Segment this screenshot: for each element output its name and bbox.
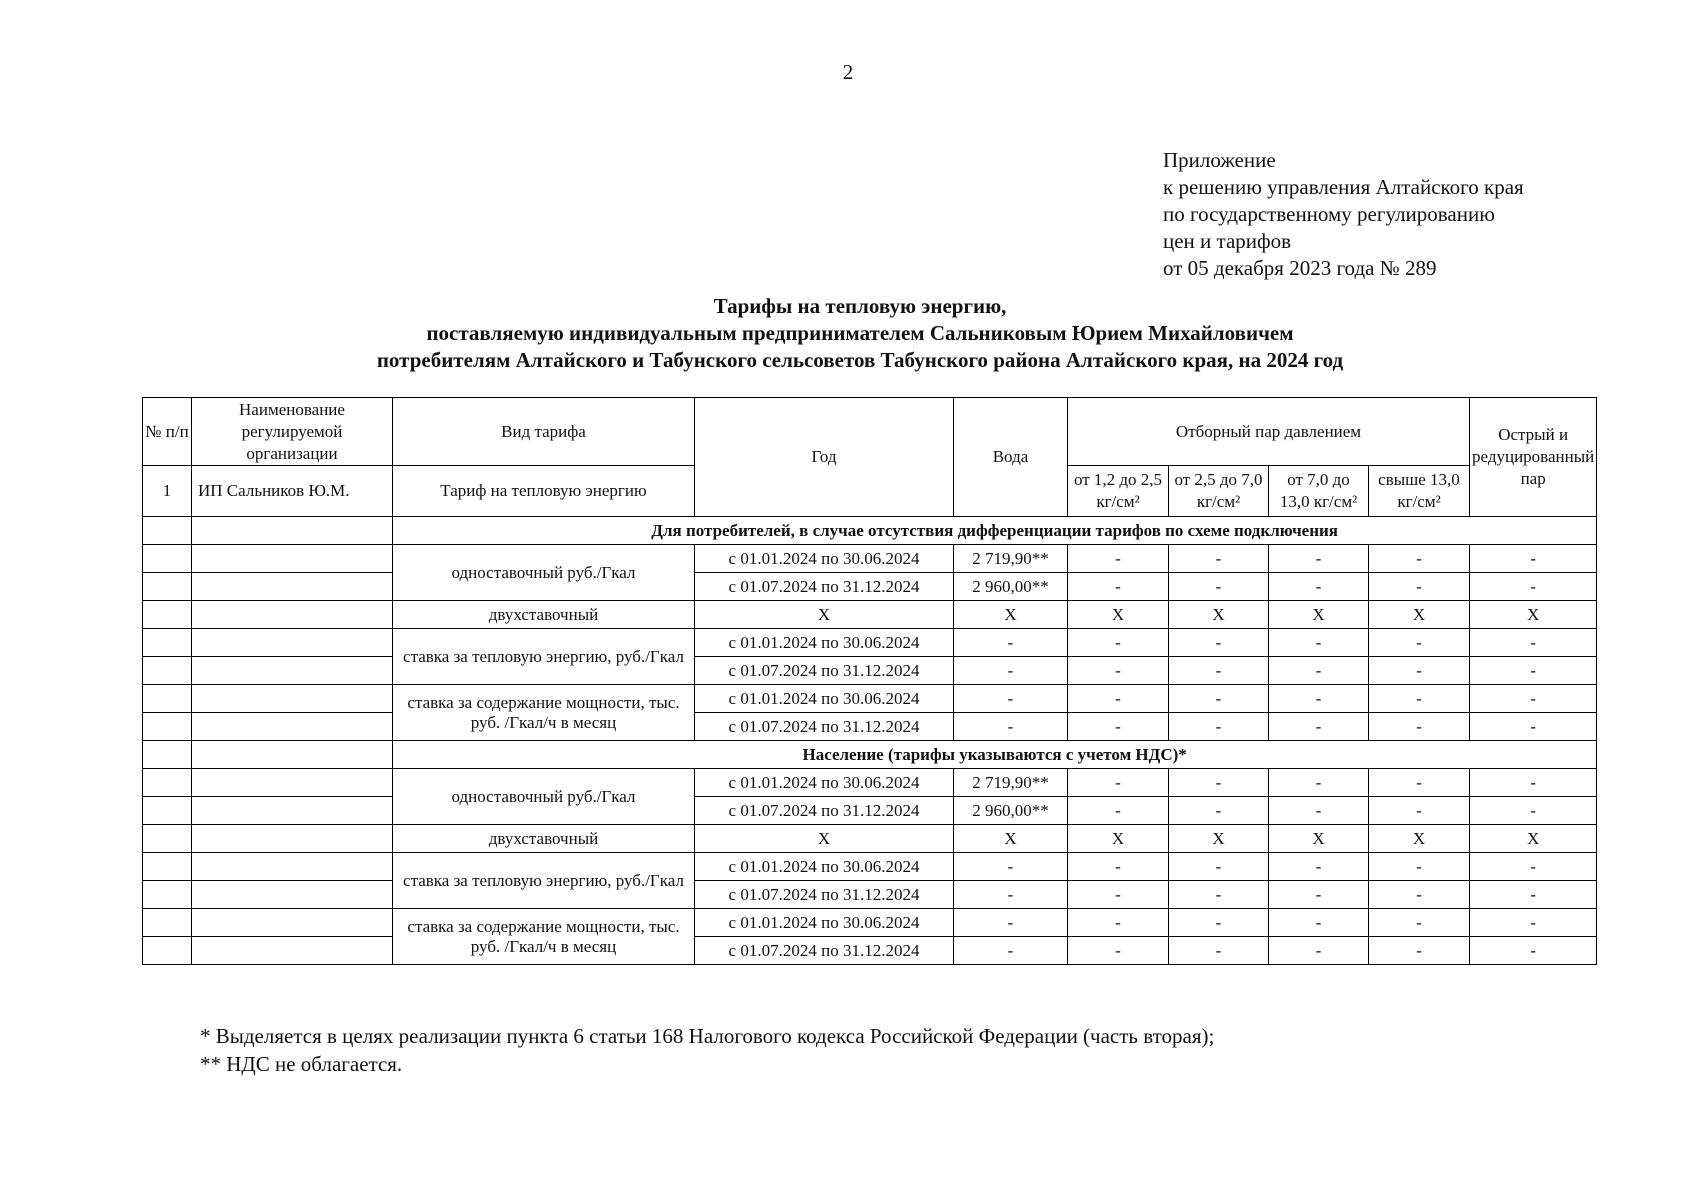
appendix-line: цен и тарифов: [1163, 229, 1292, 253]
header-pressure-1: от 1,2 до 2,5 кг/см²: [1068, 466, 1169, 517]
header-steam-group: Отборный пар давлением: [1068, 398, 1470, 466]
num-cell: [143, 629, 192, 657]
value-cell: -: [1269, 657, 1369, 685]
footnotes: [200, 1022, 1214, 1078]
num-cell: [143, 517, 192, 545]
value-cell: X: [1369, 825, 1470, 853]
tariff-table: [142, 397, 1597, 965]
energy-rate-row: [143, 881, 1597, 909]
value-cell: -: [1369, 573, 1470, 601]
num-cell: [143, 881, 192, 909]
value-cell: -: [1470, 797, 1597, 825]
value-cell: -: [1269, 853, 1369, 881]
value-cell: -: [1269, 797, 1369, 825]
num-cell: [143, 713, 192, 741]
org-cell: [192, 629, 393, 657]
value-cell: -: [1470, 573, 1597, 601]
period-cell: с 01.01.2024 по 30.06.2024: [695, 909, 954, 937]
two-rate-row: [143, 825, 1597, 853]
value-cell: -: [1169, 853, 1269, 881]
section-title-row: [143, 741, 1597, 769]
value-cell: -: [1169, 909, 1269, 937]
value-cell: -: [1470, 769, 1597, 797]
period-cell: X: [695, 601, 954, 629]
header-row: [143, 398, 1597, 466]
value-cell: -: [1269, 685, 1369, 713]
org-cell: [192, 769, 393, 797]
tariff-label: одноставочный руб./Гкал: [393, 545, 695, 601]
period-cell: с 01.07.2024 по 31.12.2024: [695, 797, 954, 825]
section-title: Для потребителей, в случае отсутствия дифференциации тарифов по схеме подключения: [393, 517, 1597, 545]
value-cell: -: [1269, 629, 1369, 657]
value-cell: -: [1369, 853, 1470, 881]
header-tariff-type: Вид тарифа: [393, 398, 695, 466]
value-cell: -: [1068, 881, 1169, 909]
period-cell: с 01.01.2024 по 30.06.2024: [695, 545, 954, 573]
period-cell: с 01.07.2024 по 31.12.2024: [695, 937, 954, 965]
value-cell: -: [954, 937, 1068, 965]
single-rate-row: [143, 573, 1597, 601]
num-cell: [143, 657, 192, 685]
value-cell: -: [1369, 937, 1470, 965]
org-cell: [192, 881, 393, 909]
value-cell: -: [1169, 797, 1269, 825]
value-cell: -: [954, 909, 1068, 937]
value-cell: -: [1470, 881, 1597, 909]
value-cell: 2 960,00**: [954, 573, 1068, 601]
capacity-rate-row: [143, 685, 1597, 713]
org-cell: [192, 741, 393, 769]
value-cell: -: [1369, 909, 1470, 937]
org-name: ИП Сальников Ю.М.: [192, 466, 393, 517]
footnote: ** НДС не облагается.: [200, 1052, 403, 1076]
value-cell: -: [1470, 713, 1597, 741]
value-cell: -: [1470, 937, 1597, 965]
org-cell: [192, 853, 393, 881]
value-cell: X: [1169, 825, 1269, 853]
header-water: Вода: [954, 398, 1068, 517]
value-cell: -: [1169, 881, 1269, 909]
org-tariff: Тариф на тепловую энергию: [393, 466, 695, 517]
value-cell: -: [954, 685, 1068, 713]
value-cell: -: [1068, 769, 1169, 797]
section-title: Население (тарифы указываются с учетом НДС)*: [393, 741, 1597, 769]
value-cell: X: [1269, 601, 1369, 629]
num-cell: [143, 685, 192, 713]
value-cell: -: [1068, 629, 1169, 657]
num-cell: [143, 909, 192, 937]
org-cell: [192, 713, 393, 741]
title-line: Тарифы на тепловую энергию,: [713, 294, 1007, 318]
org-num: 1: [143, 466, 192, 517]
period-cell: с 01.07.2024 по 31.12.2024: [695, 657, 954, 685]
value-cell: -: [1169, 657, 1269, 685]
energy-rate-row: [143, 629, 1597, 657]
title-line: потребителям Алтайского и Табунского сельсоветов Табунского района Алтайского края, на 2024 год: [376, 348, 1344, 372]
value-cell: 2 719,90**: [954, 769, 1068, 797]
value-cell: -: [1169, 573, 1269, 601]
title-line: поставляемую индивидуальным предпринимателем Сальниковым Юрием Михайловичем: [426, 321, 1294, 345]
value-cell: -: [1068, 573, 1169, 601]
value-cell: X: [1068, 825, 1169, 853]
value-cell: -: [1369, 713, 1470, 741]
num-cell: [143, 853, 192, 881]
appendix-line: Приложение: [1163, 148, 1276, 172]
org-cell: [192, 825, 393, 853]
value-cell: -: [1470, 657, 1597, 685]
header-pressure-4: свыше 13,0 кг/см²: [1369, 466, 1470, 517]
tariff-label: двухставочный: [393, 601, 695, 629]
value-cell: X: [1269, 825, 1369, 853]
num-cell: [143, 769, 192, 797]
page-number: 2: [842, 60, 854, 84]
appendix-line: от 05 декабря 2023 года № 289: [1163, 256, 1437, 280]
header-org: Наименование регулируемой организации: [192, 398, 393, 466]
org-cell: [192, 909, 393, 937]
value-cell: -: [954, 853, 1068, 881]
value-cell: -: [1269, 769, 1369, 797]
value-cell: 2 960,00**: [954, 797, 1068, 825]
value-cell: -: [1470, 909, 1597, 937]
tariff-label: ставка за содержание мощности, тыс. руб. /Гкал/ч в месяц: [393, 685, 695, 741]
value-cell: -: [1269, 937, 1369, 965]
org-cell: [192, 573, 393, 601]
energy-rate-row: [143, 853, 1597, 881]
value-cell: -: [1369, 685, 1470, 713]
value-cell: -: [1470, 853, 1597, 881]
energy-rate-row: [143, 657, 1597, 685]
value-cell: X: [954, 601, 1068, 629]
value-cell: -: [1470, 685, 1597, 713]
value-cell: X: [1369, 601, 1470, 629]
value-cell: -: [1269, 881, 1369, 909]
appendix-line: по государственному регулированию: [1163, 202, 1495, 226]
org-cell: [192, 937, 393, 965]
value-cell: -: [954, 629, 1068, 657]
value-cell: -: [1169, 685, 1269, 713]
single-rate-row: [143, 797, 1597, 825]
org-cell: [192, 545, 393, 573]
value-cell: -: [1169, 937, 1269, 965]
period-cell: с 01.07.2024 по 31.12.2024: [695, 881, 954, 909]
appendix-block: [1163, 147, 1524, 282]
single-rate-row: [143, 545, 1597, 573]
tariff-label: двухставочный: [393, 825, 695, 853]
org-cell: [192, 685, 393, 713]
tariff-label: ставка за тепловую энергию, руб./Гкал: [393, 629, 695, 685]
value-cell: X: [1068, 601, 1169, 629]
value-cell: -: [954, 657, 1068, 685]
org-cell: [192, 797, 393, 825]
value-cell: -: [1369, 657, 1470, 685]
capacity-rate-row: [143, 713, 1597, 741]
value-cell: -: [1068, 937, 1169, 965]
two-rate-row: [143, 601, 1597, 629]
value-cell: -: [1068, 797, 1169, 825]
period-cell: X: [695, 825, 954, 853]
appendix-line: к решению управления Алтайского края: [1163, 175, 1524, 199]
value-cell: -: [1068, 545, 1169, 573]
value-cell: -: [1470, 545, 1597, 573]
value-cell: -: [1068, 657, 1169, 685]
period-cell: с 01.07.2024 по 31.12.2024: [695, 573, 954, 601]
period-cell: с 01.01.2024 по 30.06.2024: [695, 629, 954, 657]
period-cell: с 01.01.2024 по 30.06.2024: [695, 685, 954, 713]
value-cell: -: [1369, 629, 1470, 657]
tariff-label: одноставочный руб./Гкал: [393, 769, 695, 825]
header-pressure-2: от 2,5 до 7,0 кг/см²: [1169, 466, 1269, 517]
num-cell: [143, 545, 192, 573]
value-cell: -: [1068, 713, 1169, 741]
period-cell: с 01.01.2024 по 30.06.2024: [695, 769, 954, 797]
value-cell: -: [954, 713, 1068, 741]
org-cell: [192, 601, 393, 629]
num-cell: [143, 797, 192, 825]
value-cell: -: [954, 881, 1068, 909]
capacity-rate-row: [143, 909, 1597, 937]
value-cell: -: [1269, 545, 1369, 573]
value-cell: -: [1369, 769, 1470, 797]
value-cell: -: [1068, 685, 1169, 713]
period-cell: с 01.01.2024 по 30.06.2024: [695, 853, 954, 881]
org-cell: [192, 657, 393, 685]
tariff-label: ставка за содержание мощности, тыс. руб. /Гкал/ч в месяц: [393, 909, 695, 965]
value-cell: -: [1169, 629, 1269, 657]
value-cell: -: [1169, 545, 1269, 573]
capacity-rate-row: [143, 937, 1597, 965]
value-cell: X: [1470, 825, 1597, 853]
value-cell: -: [1369, 797, 1470, 825]
header-pressure-3: от 7,0 до 13,0 кг/см²: [1269, 466, 1369, 517]
value-cell: -: [1068, 853, 1169, 881]
value-cell: -: [1269, 713, 1369, 741]
num-cell: [143, 937, 192, 965]
value-cell: -: [1369, 545, 1470, 573]
num-cell: [143, 741, 192, 769]
value-cell: -: [1169, 713, 1269, 741]
value-cell: 2 719,90**: [954, 545, 1068, 573]
num-cell: [143, 601, 192, 629]
document-title: [140, 293, 1580, 374]
section-title-row: [143, 517, 1597, 545]
value-cell: -: [1369, 881, 1470, 909]
num-cell: [143, 825, 192, 853]
header-num: № п/п: [143, 398, 192, 466]
value-cell: X: [954, 825, 1068, 853]
num-cell: [143, 573, 192, 601]
value-cell: -: [1068, 909, 1169, 937]
period-cell: с 01.07.2024 по 31.12.2024: [695, 713, 954, 741]
footnote: * Выделяется в целях реализации пункта 6 статьи 168 Налогового кодекса Российской Федерации (часть вторая);: [200, 1024, 1215, 1048]
header-sharp-steam: Острый и редуцированный пар: [1470, 398, 1597, 517]
org-cell: [192, 517, 393, 545]
value-cell: -: [1269, 909, 1369, 937]
single-rate-row: [143, 769, 1597, 797]
value-cell: X: [1470, 601, 1597, 629]
value-cell: -: [1269, 573, 1369, 601]
tariff-label: ставка за тепловую энергию, руб./Гкал: [393, 853, 695, 909]
value-cell: -: [1169, 769, 1269, 797]
value-cell: -: [1470, 629, 1597, 657]
header-year: Год: [695, 398, 954, 517]
value-cell: X: [1169, 601, 1269, 629]
